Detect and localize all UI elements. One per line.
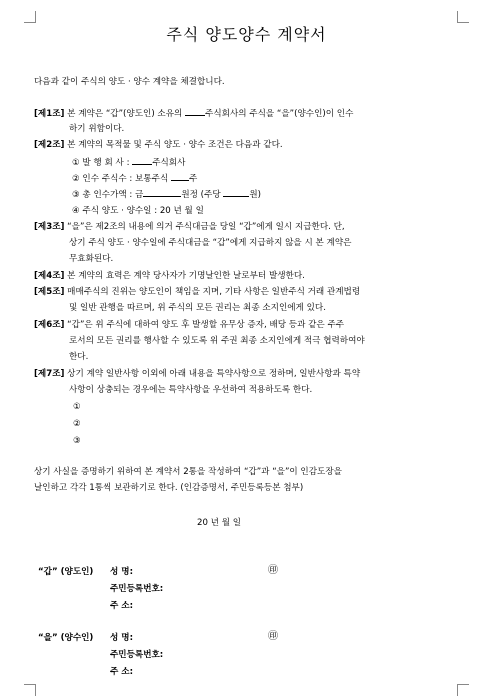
- document-title: 주식 양도양수 계약서: [166, 25, 327, 44]
- article-7-label: [제7조]: [34, 369, 65, 379]
- article-1-label: [제1조]: [34, 109, 65, 119]
- crop-mark-bottom-right: [457, 684, 469, 696]
- total-price-blank[interactable]: [143, 188, 181, 197]
- article-7-cont: 사항이 상충되는 경우에는 특약사항을 우선하여 적용하도록 한다.: [69, 385, 313, 395]
- article-4-label: [제4조]: [34, 271, 65, 281]
- party-b-role: “을” (양수인): [38, 633, 94, 643]
- crop-mark-bottom-left: [24, 684, 36, 696]
- article-2-item-4: ④ 주식 양도 · 양수일 : 20 년 월 일: [72, 206, 204, 216]
- per-share-price-blank[interactable]: [223, 188, 249, 197]
- special-term-3: ③: [73, 436, 81, 446]
- article-2-label: [제2조]: [34, 140, 65, 150]
- article-6-label: [제6조]: [34, 320, 65, 330]
- closing-text-1: 상기 사실을 증명하기 위하여 본 계약서 2통을 작성하여 “갑”과 “을”이 인감도장을: [34, 467, 342, 477]
- special-term-2: ②: [73, 419, 81, 429]
- article-6: [제6조] “갑”은 위 주식에 대하여 양도 후 발생할 유무상 증자, 배당 등과 같은 주주: [34, 320, 345, 330]
- article-1-cont: 하기 위함이다.: [69, 124, 125, 134]
- party-a-role: “갑” (양도인): [38, 567, 94, 577]
- article-5-cont: 및 일반 관행을 따르며, 위 주식의 모든 권리는 최종 소지인에게 있다.: [69, 303, 326, 313]
- article-5-label: [제5조]: [34, 287, 65, 297]
- party-b-address-label: 주 소:: [110, 667, 134, 677]
- party-b-name-label: 성 명:: [110, 633, 134, 643]
- article-1-text-b: 주식회사의 주식을 “을”(양수인)이 인수: [205, 109, 354, 119]
- company-name-blank[interactable]: [185, 107, 205, 116]
- article-6-cont-2: 한다.: [69, 352, 89, 362]
- issuer-blank[interactable]: [132, 156, 152, 165]
- party-a-address-label: 주 소:: [110, 601, 134, 611]
- article-3-cont-2: 무효화된다.: [69, 254, 114, 264]
- article-4: [제4조] 본 계약의 효력은 계약 당사자가 기명날인한 날로부터 발생한다.: [34, 271, 305, 281]
- special-term-1: ①: [73, 402, 81, 412]
- party-b-seal-icon: ㊞: [268, 631, 278, 642]
- article-2-text: 본 계약의 목적물 및 주식 양도 · 양수 조건은 다음과 같다.: [64, 140, 283, 150]
- article-5: [제5조] 매매주식의 진위는 양도인이 책임을 지며, 기타 사항은 일반주식 거래 관계법령: [34, 287, 361, 297]
- party-b-id-label: 주민등록번호:: [110, 650, 164, 660]
- article-7: [제7조] 상기 계약 일반사항 이외에 아래 내용을 특약사항으로 정하며, 일반사항과 특약: [34, 369, 361, 379]
- party-a-seal-icon: ㊞: [268, 565, 278, 576]
- share-count-blank[interactable]: [171, 172, 189, 181]
- signing-date: 20 년 월 일: [197, 518, 242, 528]
- article-1: [34, 107, 353, 120]
- party-a-id-label: 주민등록번호:: [110, 584, 164, 594]
- article-3-cont-1: 상기 주식 양도 · 양수일에 주식대금을 “갑”에게 지급하지 않을 시 본 계약은: [69, 238, 352, 248]
- intro-text: 다음과 같이 주식의 양도 · 양수 계약을 체결합니다.: [34, 77, 225, 87]
- article-1-text-a: 본 계약은 “갑”(양도인) 소유의: [64, 109, 186, 119]
- article-6-cont-1: 로서의 모든 권리를 행사할 수 있도록 위 주권 최종 소지인에게 적극 협력하여야: [69, 336, 365, 346]
- article-3: [제3조] “을”은 제2조의 내용에 의거 주식대금을 당일 “갑”에게 일시 지급한다. 단,: [34, 222, 345, 232]
- article-2: [34, 139, 283, 151]
- article-2-item-1: ① 발 행 회 사 : 주식회사: [72, 158, 186, 168]
- party-a-name-label: 성 명:: [110, 567, 134, 577]
- article-3-label: [제3조]: [34, 222, 65, 232]
- article-2-item-2: ② 인수 주식수 : 보통주식 주: [72, 174, 198, 184]
- closing-text-2: 날인하고 각각 1통씩 보관하기로 한다. (인감증명서, 주민등록등본 첨부): [34, 483, 304, 493]
- article-2-item-3: ③ 총 인수가액 : 금 원정 (주당 원): [72, 190, 262, 200]
